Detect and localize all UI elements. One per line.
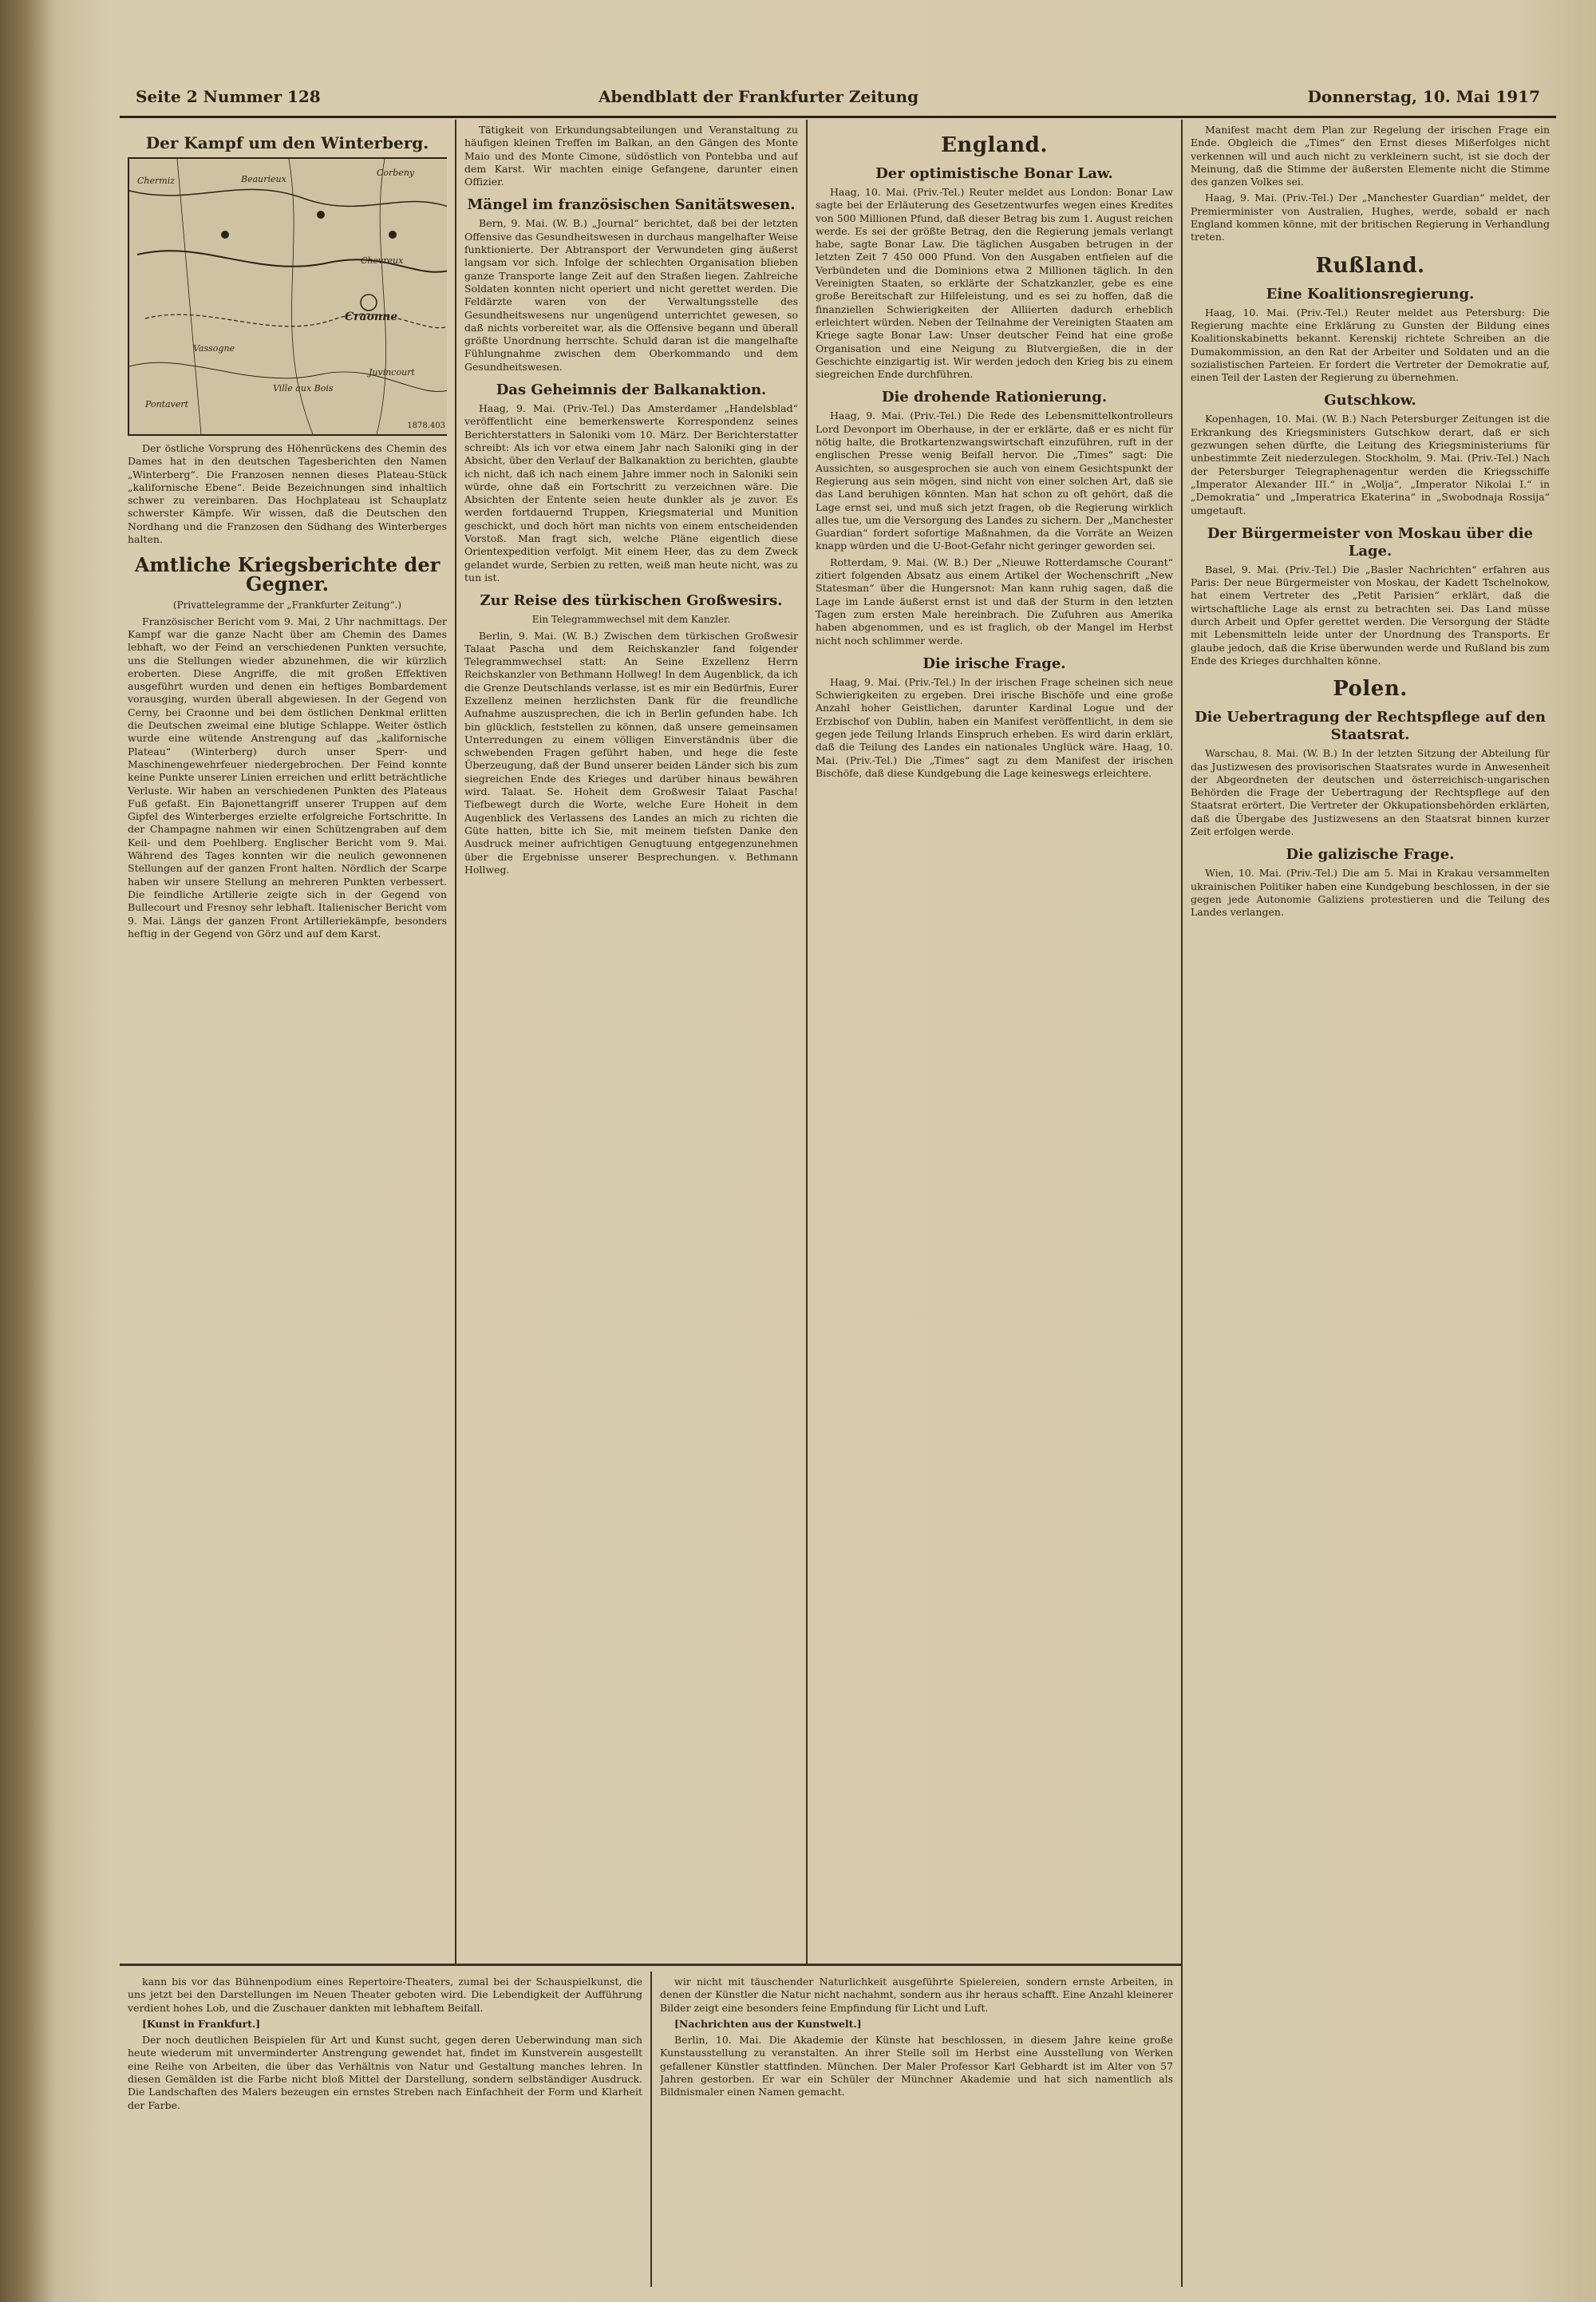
column-1 — [128, 124, 447, 1960]
article-body: Wien, 10. Mai. (Priv.-Tel.) Die am 5. Mai in Krakau versammelten ukrainischen Politiker haben eine Kundgebung beschlossen, in der sie gegen jede Autonomie Galiziens protestieren und die Teilung des Landes verlangen. — [1191, 867, 1550, 919]
article-body: Französischer Bericht vom 9. Mai, 2 Uhr nachmittags. Der Kampf war die ganze Nacht über am Chemin des Dames lebhaft, wo der Feind an verschiedenen Punkten versuchte, uns die Stellungen wieder abzunehmen, die wir kürzlich eroberten. Diese Angriffe, die mit großen Effektiven ausgeführt wurden und denen ein heftiges Bombardement vorausging, wurden überall abgewiesen. In der Gegend von Cerny, bei Craonne und bei dem östlichen Denkmal erlitten die Deutschen zweimal eine blutige Schlappe. Weiter östlich wurde eine wütende Anstrengung auf das „kalifornische Plateau“ (Winterberg) durch unser Sperr- und Maschinengewehrfeuer niedergebrochen. Der Feind konnte keine Punkte unserer Linien erreichen und erlitt beträchtliche Verluste. Wir haben an verschiedenen Punkten des Plateaus Fuß gefaßt. Ein Bajonettangriff unserer Truppen auf dem Gipfel des Winterberges erzielte erfolgreiche Fortschritte. In der Champagne nahmen wir einen Schützengraben auf dem Keil- und dem Poehlberg. Englischer Bericht vom 9. Mai. Während des Tages konnten wir die neulich gewonnenen Stellungen auf der ganzen Front halten. Nördlich der Scarpe haben wir unsere Stellung an mehreren Punkten verbessert. Die feindliche Artillerie zeigte sich in der Gegend von Bullecourt und Fresnoy sehr lebhaft. Italienischer Bericht vom 9. Mai. Längs der ganzen Front Artilleriekämpfe, besonders heftig in der Gegend von Görz und auf dem Karst. — [128, 615, 447, 939]
header-page-number: Seite 2 Nummer 128 — [136, 87, 321, 106]
page-header — [120, 76, 1556, 118]
map-label: Pontavert — [145, 399, 189, 409]
article-title: Zur Reise des türkischen Großwesirs. — [480, 592, 783, 610]
article-body: wir nicht mit täuschender Naturlichkeit ausgeführte Spielereien, sondern ernste Arbeiten, in denen der Künstler die Natur nicht nachahmt, sondern aus ihr heraus schafft. Eine Anzahl kleinerer Bilder zeigt eine besonders feine Empfindung für Licht und Luft. — [660, 1976, 1173, 2014]
article-body: Haag, 10. Mai. (Priv.-Tel.) Reuter meldet aus Petersburg: Die Regierung machte eine Erklärung zu Gunsten der Bildung eines Koalitionskabinetts bekannt. Kerenskij richtete Schreiben an die Dumakommission, an den Rat der Arbeiter und Soldaten und an die sozialistischen Parteien. Er fordert die Vertreter der Demokratie auf, einen Teil der Lasten der Regierung zu übernehmen. — [1191, 306, 1550, 384]
article-title: Der Bürgermeister von Moskau über die Lage. — [1207, 524, 1534, 560]
section-title: Polen. — [1333, 677, 1408, 702]
article-title: [Kunst in Frankfurt.] — [142, 2017, 261, 2030]
feuilleton-column-2 — [660, 1976, 1173, 2279]
newspaper-sheet — [120, 76, 1556, 2287]
article-body: Haag, 10. Mai. (Priv.-Tel.) Reuter meldet aus London: Bonar Law sagte bei der Erläuterung des Gesetzentwurfes wegen eines Kredites von 500 Millionen Pfund, daß dieser Betrag bis zum 1. August reichen werde. Es sei der größte Betrag, den die Regierung jemals verlangt habe, sagte Bonar Law. Die täglichen Ausgaben betrugen in der letzten Zeit 7 450 000 Pfund. Von den Ausgaben entfielen auf die Verbündeten und die Dominions etwa 2 Millionen täglich. In den Vereinigten Staaten, so erklärte der Schatzkanzler, gebe es eine große Bereitschaft zur Hilfeleistung, und es sei zu hoffen, daß die finanziellen Schwierigkeiten der Alliierten dadurch erheblich erleichtert würden. Neben der Teilnahme der Vereinigten Staaten am Kriege sagte Bonar Law: Unser deutscher Feind hat eine große Organisation und eine Neigung zu Blutvergießen, die in der Geschichte einzigartig ist. Wir werden jedoch den Krieg bis zu einem siegreichen Ende durchführen. — [816, 186, 1173, 381]
article-title: Eine Koalitionsregierung. — [1266, 285, 1475, 303]
map-caption: Der östliche Vorsprung des Höhenrückens des Chemin des Dames hat in den deutschen Tagesberichten den Namen „Winterberg“. Die Franzosen nennen dieses Plateau-Stück „kalifornische Ebene“. Beide Bezeichnungen sind inhaltlich schwer zu vereinbaren. Das Hochplateau ist Schauplatz schwerster Kämpfe. Wir wissen, daß die Deutschen den Nordhang und die Franzosen den Südhang des Winterberges halten. — [128, 442, 447, 546]
map-label: Beaurieux — [241, 174, 286, 184]
article-title: Der optimistische Bonar Law. — [875, 165, 1113, 182]
article-title: Die Uebertragung der Rechtspflege auf den Staatsrat. — [1195, 709, 1546, 744]
article-body: Der noch deutlichen Beispielen für Art und Kunst sucht, gegen deren Ueberwindung man sich heute wiederum mit unverminderter Anstrengung gewendet hat, findet im Kunstverein ausgestellt eine Reihe von Arbeiten, die über das Verhältnis von Natur und Gestaltung manches lehren. In diesen Gemälden ist die Farbe nicht bloß Mittel der Darstellung, sondern selbständiger Ausdruck. Die Landschaften des Malers bezeugen ein ernstes Streben nach Einfachheit der Form und Klarheit der Farbe. — [128, 2034, 642, 2111]
column-rule — [650, 1972, 652, 2287]
article-body: Bern, 9. Mai. (W. B.) „Journal“ berichtet, daß bei der letzten Offensive das Gesundheitswesen in durchaus mangelhafter Weise funktionierte. Der Abtransport der Verwundeten ging äußerst langsam vor sich. Infolge der schlechten Organisation blieben ganze Transporte lange Zeit auf den Straßen liegen. Zahlreiche Soldaten konnten nicht operiert und nicht gerettet werden. Die Feldärzte waren von der Verwaltungsstelle des Gesundheitswesens nur ungenügend unterrichtet gewesen, so daß nichts vorbereitet war, als die Offensive begann und überall größte Unordnung herrschte. Schuld daran ist die mangelhafte Fühlungnahme zwischen dem Oberkommando und dem Gesundheitswesen. — [464, 217, 798, 373]
map-label: Juvincourt — [369, 367, 415, 378]
article-title: Die irische Frage. — [922, 655, 1066, 672]
header-date: Donnerstag, 10. Mai 1917 — [1307, 87, 1540, 106]
article-title: Die galizische Frage. — [1286, 846, 1455, 864]
section-title: England. — [941, 133, 1048, 157]
article-title: Das Geheimnis der Balkanaktion. — [496, 382, 767, 399]
article-body: Kopenhagen, 10. Mai. (W. B.) Nach Petersburger Zeitungen ist die Erkrankung des Kriegsministers Gutschkow derart, daß er sich gezwungen sehen dürfte, die Leitung des Kriegsministeriums für unbestimmte Zeit niederzulegen. Stockholm, 9. Mai. (Priv.-Tel.) Nach der Petersburger Telegraphenagentur werden die Kriegsschiffe „Imperator Alexander III.“ in „Wolja“, „Imperator Nikolai I.“ in „Demokratia“ und „Imperatrica Ekaterina“ in „Swobodnaja Rossija“ umgetauft. — [1191, 413, 1550, 516]
battle-map — [128, 157, 447, 436]
article-body: Berlin, 9. Mai. (W. B.) Zwischen dem türkischen Großwesir Talaat Pascha und dem Reichskanzler fand folgender Telegrammwechsel statt: An Seine Exzellenz Herrn Reichskanzler von Bethmann Hollweg! In dem Augenblick, da ich die Grenze Deutschlands verlasse, ist es mir ein Bedürfnis, Eurer Exzellenz meinen herzlichsten Dank für die freundliche Aufnahme auszusprechen, die ich in Berlin gefunden habe. Ich bin glücklich, feststellen zu können, daß unsere gemeinsamen Unterredungen zu einem völligen Einverständnis über die schwebenden Fragen geführt haben, und hege die feste Überzeugung, daß der Bund unserer beiden Länder sich bis zum siegreichen Ende des Krieges und darüber hinaus bewähren wird. Talaat. Se. Hoheit dem Großwesir Talaat Pascha! Tiefbewegt durch die Worte, welche Eure Hoheit in dem Augenblick des Verlassens des Landes an mich zu richten die Güte hatten, bitte ich Sie, mit meinem tiefsten Danke den Ausdruck meiner aufrichtigen Genugtuung entgegenzunehmen über die Ergebnisse unserer Besprechungen. v. Bethmann Hollweg. — [464, 629, 798, 876]
article-body: kann bis vor das Bühnenpodium eines Repertoire-Theaters, zumal bei der Schauspielkunst, die uns jetzt bei den Darstellungen im Neuen Theater geboten wird. Die Lebendigkeit der Aufführung verdient hohes Lob, und die Zuschauer dankten mit lebhaftem Beifall. — [128, 1976, 642, 2014]
column-2 — [464, 124, 798, 1960]
article-body: Rotterdam, 9. Mai. (W. B.) Der „Nieuwe Rotterdamsche Courant“ zitiert folgenden Absatz aus einem Artikel der Wochenschrift „New Statesman“ über die Hungersnot: Man kann ruhig sagen, daß die Lage im Lande äußerst ernst ist und daß der Sturm in den letzten Tagen zum ersten Male hereinbrach. Die Zufuhren aus Amerika haben abgenommen, und es ist fraglich, ob der Mangel im Herbst nicht noch schlimmer werde. — [816, 556, 1173, 647]
article-body: Tätigkeit von Erkundungsabteilungen und Veranstaltung zu häufigen kleinen Treffen im Balkan, an den Gängen des Monte Maio und des Monte Cimone, südöstlich von Pontebba und auf dem Karst. Wir machten einige Gefangene, darunter einen Offizier. — [464, 124, 798, 188]
article-source: (Privattelegramme der „Frankfurter Zeitung“.) — [172, 599, 402, 611]
feuilleton-column-1 — [128, 1976, 642, 2279]
article-subtitle: Ein Telegrammwechsel mit dem Kanzler. — [531, 614, 731, 626]
article-body: Berlin, 10. Mai. Die Akademie der Künste hat beschlossen, in diesem Jahre keine große Kunstausstellung zu veranstalten. An ihrer Stelle soll im Herbst eine Ausstellung von Werken gefallener Künstler stattfinden. München. Der Maler Professor Karl Gebhardt ist im Alter von 57 Jahren gestorben. Er war ein Schüler der Münchner Akademie und hat sich namentlich als Bildnismaler einen Namen gemacht. — [660, 2034, 1173, 2098]
map-label: Chermiz — [137, 176, 176, 186]
article-title: [Nachrichten aus der Kunstwelt.] — [674, 2017, 862, 2030]
article-body: Manifest macht dem Plan zur Regelung der irischen Frage ein Ende. Obgleich die „Times“ den Ernst dieses Mißerfolges nicht verkennen will und auch nicht zu verkleinern sucht, ist sie doch der Meinung, daß die Stimme der äußersten Elemente nicht die Stimme des ganzen Volkes sei. — [1191, 124, 1550, 188]
article-body: Warschau, 8. Mai. (W. B.) In der letzten Sitzung der Abteilung für das Justizwesen des provisorischen Staatsrates wurde in Anwesenheit der Abgeordneten der deutschen und österreichisch-ungarischen Behörden die Frage der Uebertragung der Rechtspflege auf den Staatsrat erörtert. Die Vertreter der Okkupationsbehörden erklärten, daß die Übergabe des Justizwesens an den Staatsrat binnen kurzer Zeit erfolgen werde. — [1191, 747, 1550, 837]
map-label: Corbeny — [377, 168, 415, 178]
column-rule — [1181, 120, 1183, 2287]
article-body: Haag, 9. Mai. (Priv.-Tel.) Die Rede des Lebensmittelkontrolleurs Lord Devonport im Oberhause, in der er erklärte, daß er es nicht für nötig halte, die Brotkartenzwangswirtschaft einzuführen, ruft in der englischen Presse wenig Beifall hervor. Die „Times“ sagt: Die Aussichten, so ausgesprochen sie auch von einem Gesichtspunkt der Regierung aus sein mögen, sind nicht von einer solchen Art, daß sie das Land beruhigen könnten. Man hat schon zu oft gehört, daß die Lage ernst sei, und muß sich jetzt fragen, ob die Regierung wirklich alles tue, um die Versorgung des Landes zu sichern. Der „Manchester Guardian“ fordert sofortige Maßnahmen, da die Vorräte an Weizen knapp würden und die U-Boot-Gefahr nicht geringer geworden sei. — [816, 409, 1173, 552]
map-stamp: 1878.403 — [407, 421, 445, 430]
section-title: Rußland. — [1315, 253, 1425, 278]
article-body: Basel, 9. Mai. (Priv.-Tel.) Die „Basler Nachrichten“ erfahren aus Paris: Der neue Bürgermeister von Moskau, der Kadett Tschelnokow, hat einem Vertreter des „Petit Parisien“ erklärt, daß die wirtschaftliche Lage als ernst zu betrachten sei. Das Land müsse durch Arbeit und Opfer gerettet werden. Die Versorgung der Städte mit Lebensmitteln leide unter der Unordnung des Transports. Er glaube jedoch, daß die Krise überwunden werde und Rußland bis zum Ende des Krieges durchhalten könne. — [1191, 563, 1550, 666]
article-body: Haag, 9. Mai. (Priv.-Tel.) Das Amsterdamer „Handelsblad“ veröffentlicht eine bemerkenswerte Korrespondenz seines Berichterstatters in Saloniki vom 10. März. Der Berichterstatter schreibt: Als ich vor etwa einem Jahr nach Saloniki ging in der Absicht, über den Verlauf der Balkanaktion zu berichten, glaubte ich nicht, daß ich nach einem Jahre immer noch in Saloniki sein würde, ohne daß ein Fortschritt zu verzeichnen wäre. Die Absichten der Entente seien heute dunkler als je zuvor. Es werden fortdauernd Truppen, Kriegsmaterial und Munition geschickt, und doch hört man nichts von einem entscheidenden Vorstoß. Man fragt sich, welche Pläne eigentlich diese Orientexpedition verfolgt. Mit einem Heer, das zu dem Zweck gelandet wurde, Serbien zu retten, weiß man heute nicht, was zu tun ist. — [464, 402, 798, 583]
map-label: Craonne — [345, 310, 398, 323]
article-title: Gutschkow. — [1324, 392, 1416, 409]
article-title: Amtliche Kriegsberichte der Gegner. — [134, 553, 440, 596]
map-label: Vassogne — [193, 343, 235, 354]
column-rule — [455, 120, 456, 1964]
article-title: Die drohende Rationierung. — [881, 389, 1108, 406]
article-title: Der Kampf um den Winterberg. — [145, 133, 429, 152]
column-3 — [816, 124, 1173, 2279]
column-rule — [806, 120, 808, 1964]
column-4 — [1191, 124, 1550, 2279]
map-label: Chevreux — [361, 255, 404, 266]
article-body: Haag, 9. Mai. (Priv.-Tel.) In der irischen Frage scheinen sich neue Schwierigkeiten zu ergeben. Drei irische Bischöfe und eine große Anzahl hoher Geistlichen, darunter Kardinal Logue und der Erzbischof von Dublin, haben ein Manifest veröffentlicht, in dem sie gegen jede Teilung Irlands Einspruch erheben. Es wird darin erklärt, daß die Teilung des Landes ein nationales Unglück wäre. Haag, 10. Mai. (Priv.-Tel.) Die „Times“ sagt zu dem Manifest der irischen Bischöfe, daß diese Kundgebung die Lage keineswegs erleichtere. — [816, 675, 1173, 779]
header-masthead: Abendblatt der Frankfurter Zeitung — [598, 87, 919, 106]
article-body: Haag, 9. Mai. (Priv.-Tel.) Der „Manchester Guardian“ meldet, der Premierminister von Australien, Hughes, werde, sobald er nach England kommen könne, mit der britischen Regierung in Verhandlung treten. — [1191, 192, 1550, 243]
map-label: Ville aux Bois — [273, 383, 334, 394]
article-title: Mängel im französischen Sanitätswesen. — [467, 196, 796, 214]
